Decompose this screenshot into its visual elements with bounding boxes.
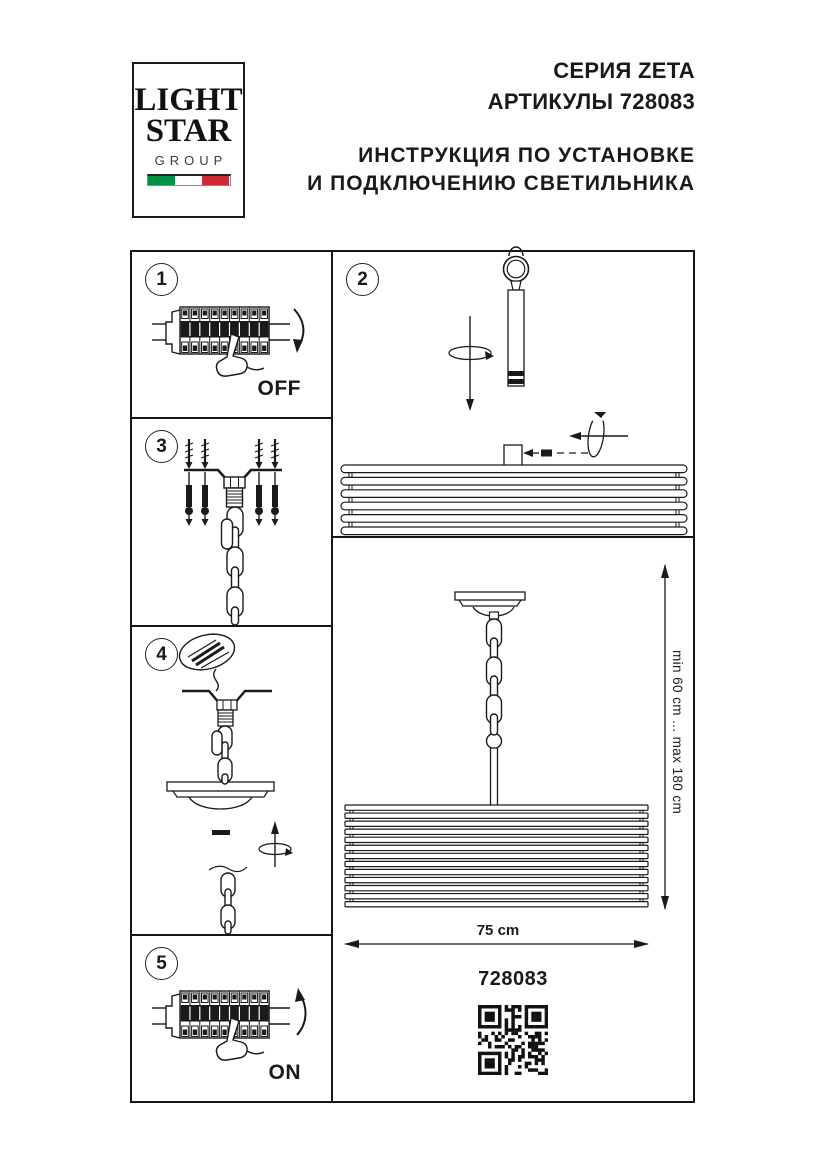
- canopy-assembly-illustration: [132, 627, 331, 934]
- off-label: OFF: [257, 377, 301, 400]
- rod-and-shade-assembly-illustration: [333, 252, 693, 536]
- logo-word-light: LIGHT: [134, 82, 243, 118]
- on-label: ON: [268, 1061, 301, 1084]
- flag-white: [175, 176, 202, 185]
- height-dimension-label: min 60 cm ... max 180 cm: [670, 650, 685, 815]
- flag-red: [202, 176, 229, 185]
- instruction-title: [307, 142, 695, 198]
- step-number-badge: 4: [145, 638, 178, 671]
- steps-grid: [130, 250, 695, 1103]
- italian-flag-stripe: [147, 174, 231, 186]
- panel-step-4: [130, 625, 333, 936]
- step-number-badge: 2: [346, 263, 379, 296]
- flag-green: [148, 176, 175, 185]
- panel-dimensions: [331, 536, 695, 1103]
- series-title: СЕРИЯ ZETA: [553, 58, 695, 83]
- lightstar-logo: [132, 62, 245, 218]
- article-title: АРТИКУЛЫ 728083: [487, 89, 695, 114]
- instruction-line-1: ИНСТРУКЦИЯ ПО УСТАНОВКЕ: [358, 144, 695, 167]
- article-number: 728083: [478, 968, 548, 990]
- panel-step-5: [130, 934, 333, 1103]
- step-number-badge: 5: [145, 947, 178, 980]
- step-number-badge: 3: [145, 430, 178, 463]
- qr-code: [478, 1005, 548, 1075]
- header-titles: [307, 55, 695, 198]
- panel-step-3: [130, 417, 333, 627]
- step-number-badge: 1: [145, 263, 178, 296]
- logo-word-star: STAR: [145, 113, 232, 149]
- panel-step-1: [130, 250, 333, 419]
- instruction-line-2: И ПОДКЛЮЧЕНИЮ СВЕТИЛЬНИКА: [307, 172, 695, 195]
- width-dimension-label: 75 cm: [476, 922, 520, 939]
- panel-step-2: [331, 250, 695, 538]
- logo-word-group: GROUP: [154, 153, 228, 168]
